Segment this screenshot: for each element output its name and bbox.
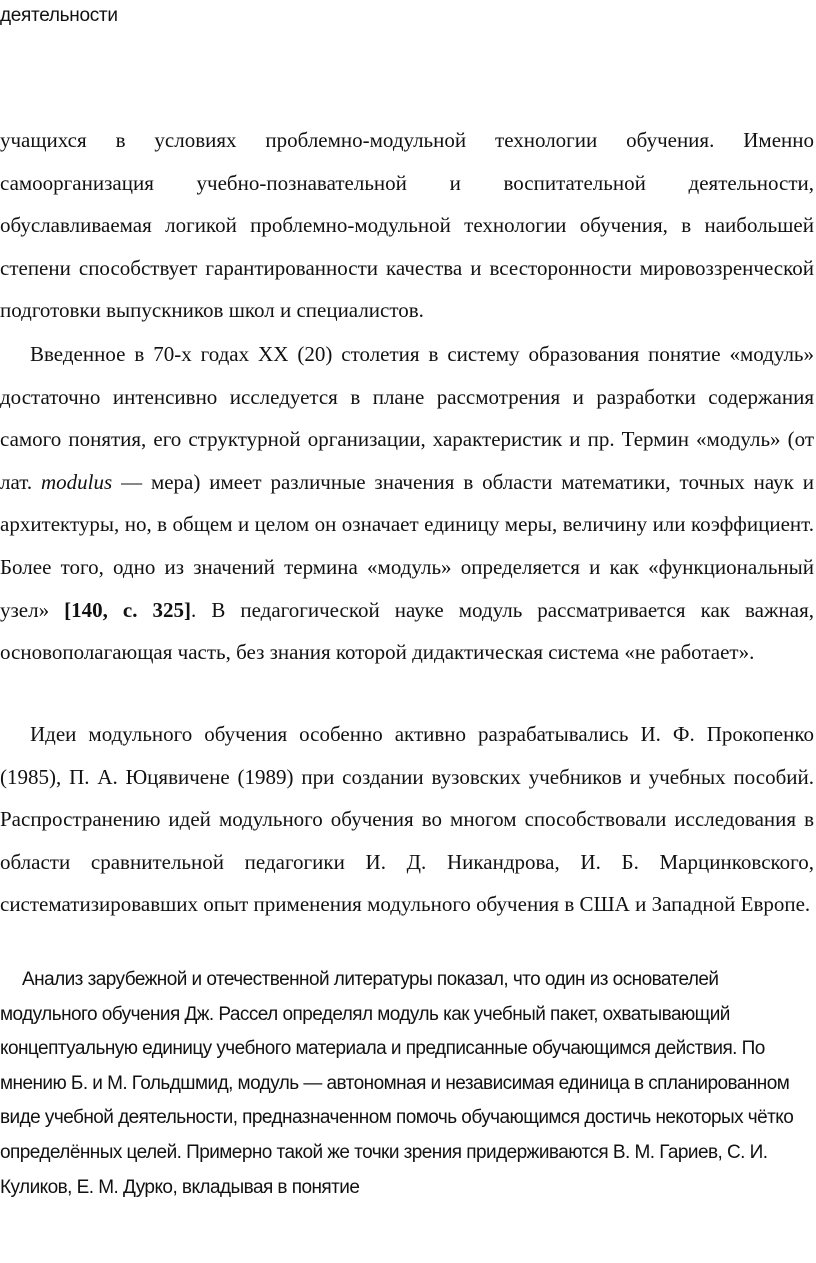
paragraph-1: учащихся в условиях проблемно-модульной технологии обучения. Именно самоорганизация учебно-познавательной и воспитательной деятельности, обуславливаемая логикой проблемно-модульной технологии обучения, в наибольшей степени способствует гарантированности качества и всесторонности мировоззренческой подготовки выпускников школ и специалистов. — [0, 128, 814, 323]
paragraph-4: Анализ зарубежной и отечественной литературы показал, что один из основателей модульного обучения Дж. Рассел определял модуль как учебный пакет, охватывающий концептуальную единицу учебного материала и предписанные обучающимся действия. По мнению Б. и М. Гольдшмид, модуль — автономная и независимая единица в спланированном виде учебной деятельности, предназначенном помочь обучающимся достичь некоторых чётко определённых целей. Примерно такой же точки зрения придерживаются В. М. Гариев, С. И. Куликов, Е. М. Дурко, вкладывая в понятие — [0, 969, 794, 1198]
paragraph-2-text-a: Введенное в 70-х годах ХХ (20) столетия в систему образования понятие «модуль» достаточно интенсивно исследуется в плане рассмотрения и разработки содержания самого понятия, его структурной организации, характеристик и пр. Термин «модуль» (от лат. — [0, 342, 814, 494]
paragraph-2-text-b: — мера) имеет различные значения в области математики, точных наук и архитектуры, но, в общем и целом он означает единицу меры, величину или коэффициент. Более того, одно из значений термина «модуль» определяется и как «функциональный узел» — [0, 469, 814, 622]
page-header-fragment: деятельности — [0, 5, 118, 26]
latin-term: modulus — [41, 469, 113, 494]
paragraph-3: Идеи модульного обучения особенно активно разрабатывались И. Ф. Прокопенко (1985), П. А. Юцявичене (1989) при создании вузовских учебников и учебных пособий. Распространению идей модульного обучения во многом способствовали исследования в области сравнительной педагогики И. Д. Никандрова, И. Б. Марцинковского, систематизировавших опыт применения модульного обучения в США и Западной Европе. — [0, 722, 814, 917]
citation-reference: [140, с. 325] — [64, 597, 192, 622]
paragraph-2-text-c: . В педагогической науке модуль рассматривается как важная, основополагающая часть, без знания которой дидактическая система «не работает». — [0, 597, 814, 665]
paragraph-2 — [0, 333, 814, 674]
